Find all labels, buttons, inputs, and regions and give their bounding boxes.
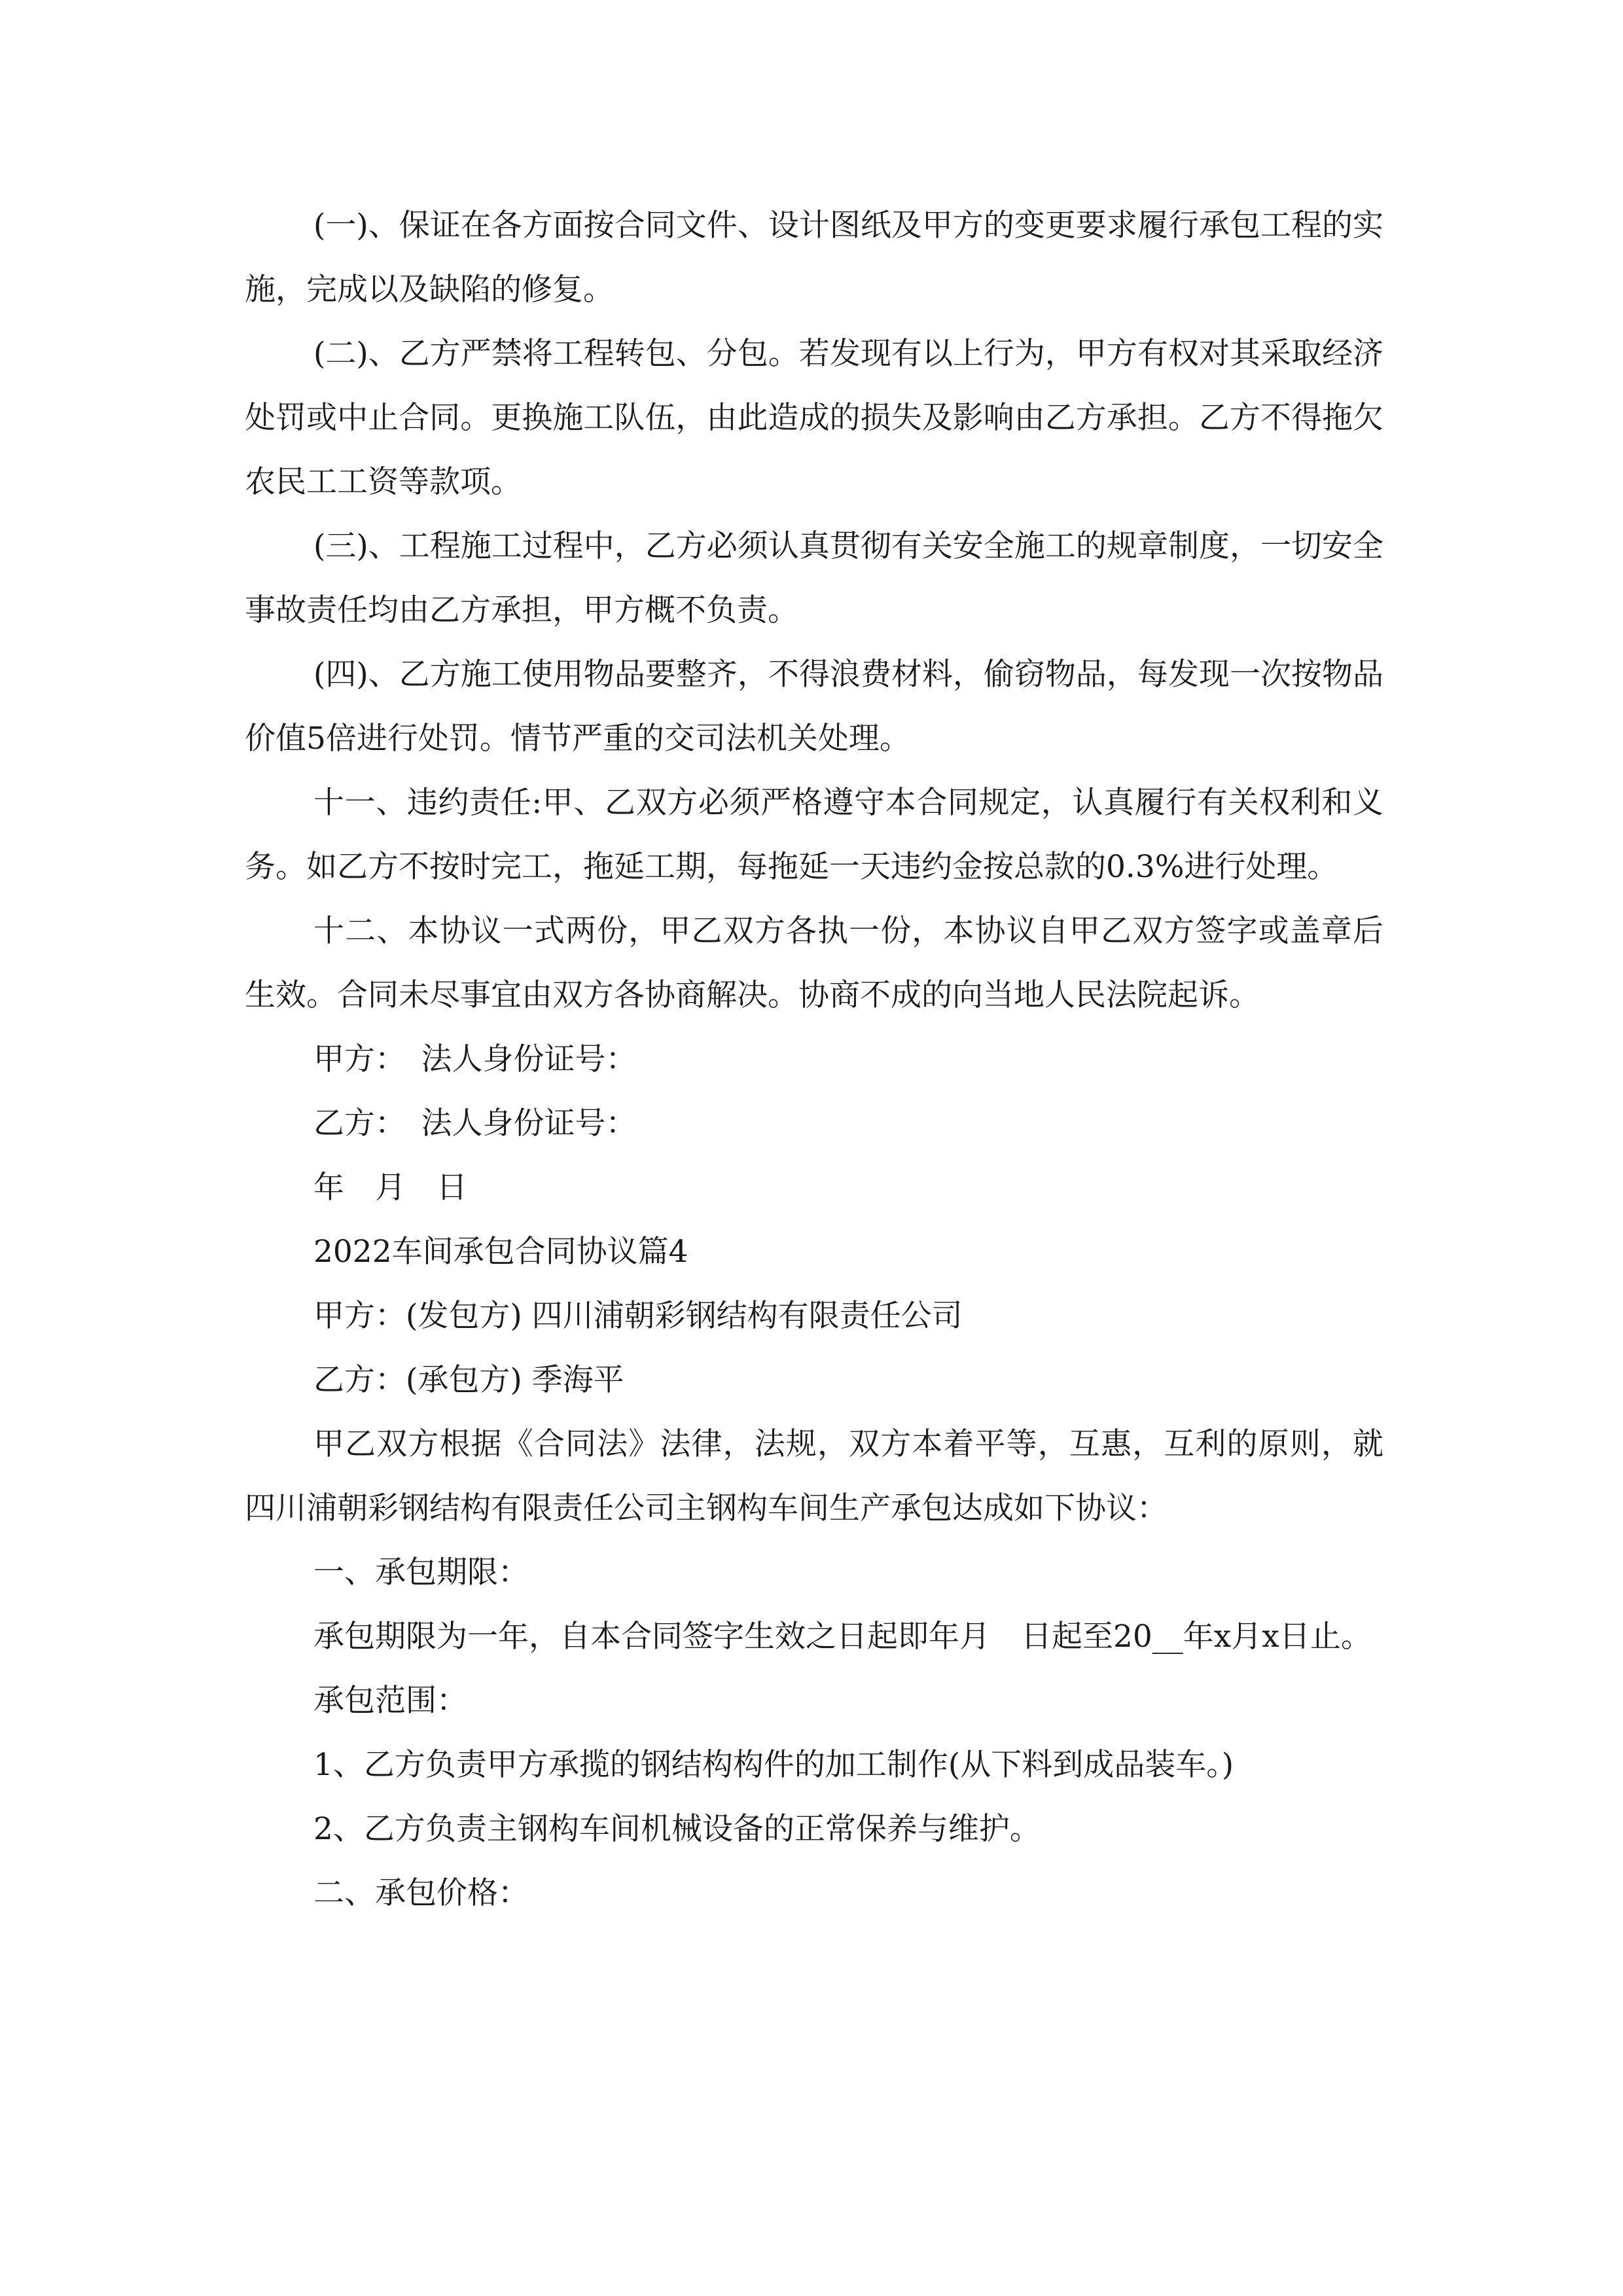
paragraph-copies: 十二、本协议一式两份，甲乙双方各执一份，本协议自甲乙双方签字或盖章后生效。合同未尽事宜由双方各协商解决。协商不成的向当地人民法院起诉。 [245,913,1383,1013]
signature-date: 年 月 日 [313,1170,467,1206]
party-a-line: 甲方：(发包方) 四川浦朝彩钢结构有限责任公司 [313,1298,963,1334]
signature-party-b: 乙方： 法人身份证号： [313,1105,637,1141]
paragraph-clause-2: (二)、乙方严禁将工程转包、分包。若发现有以上行为，甲方有权对其采取经济处罚或中止合同。更换施工队伍，由此造成的损失及影响由乙方承担。乙方不得拖欠农民工工资等款项。 [245,336,1383,500]
paragraph-clause-4: (四)、乙方施工使用物品要整齐，不得浪费材料，偷窃物品，每发现一次按物品价值5倍进行处罚。情节严重的交司法机关处理。 [245,656,1383,757]
section-heading: 2022车间承包合同协议篇4 [313,1234,688,1270]
scope-item-1: 1、乙方负责甲方承揽的钢结构构件的加工制作(从下料到成品装车。) [313,1747,1234,1783]
heading-contract-term: 一、承包期限： [313,1554,529,1590]
paragraph-contract-term: 承包期限为一年，自本合同签字生效之日起即年月 日起至20__年x月x日止。 [313,1619,1372,1655]
document-body [245,194,1383,1926]
heading-contract-price: 二、承包价格： [313,1875,529,1911]
scope-item-2: 2、乙方负责主钢构车间机械设备的正常保养与维护。 [313,1811,1041,1847]
paragraph-agreement-intro: 甲乙双方根据《合同法》法律，法规，双方本着平等，互惠，互利的原则，就四川浦朝彩钢结构有限责任公司主钢构车间生产承包达成如下协议： [245,1426,1383,1526]
paragraph-breach-liability: 十一、违约责任:甲、乙双方必须严格遵守本合同规定，认真履行有关权利和义务。如乙方不按时完工，拖延工期，每拖延一天违约金按总款的0.3%进行处理。 [245,785,1383,885]
heading-contract-scope: 承包范围： [313,1683,467,1719]
party-b-line: 乙方：(承包方) 季海平 [313,1362,624,1398]
paragraph-clause-3: (三)、工程施工过程中，乙方必须认真贯彻有关安全施工的规章制度，一切安全事故责任均由乙方承担，甲方概不负责。 [245,528,1383,628]
signature-party-a: 甲方： 法人身份证号： [313,1041,637,1077]
paragraph-clause-1: (一)、保证在各方面按合同文件、设计图纸及甲方的变更要求履行承包工程的实施，完成以及缺陷的修复。 [245,207,1383,308]
